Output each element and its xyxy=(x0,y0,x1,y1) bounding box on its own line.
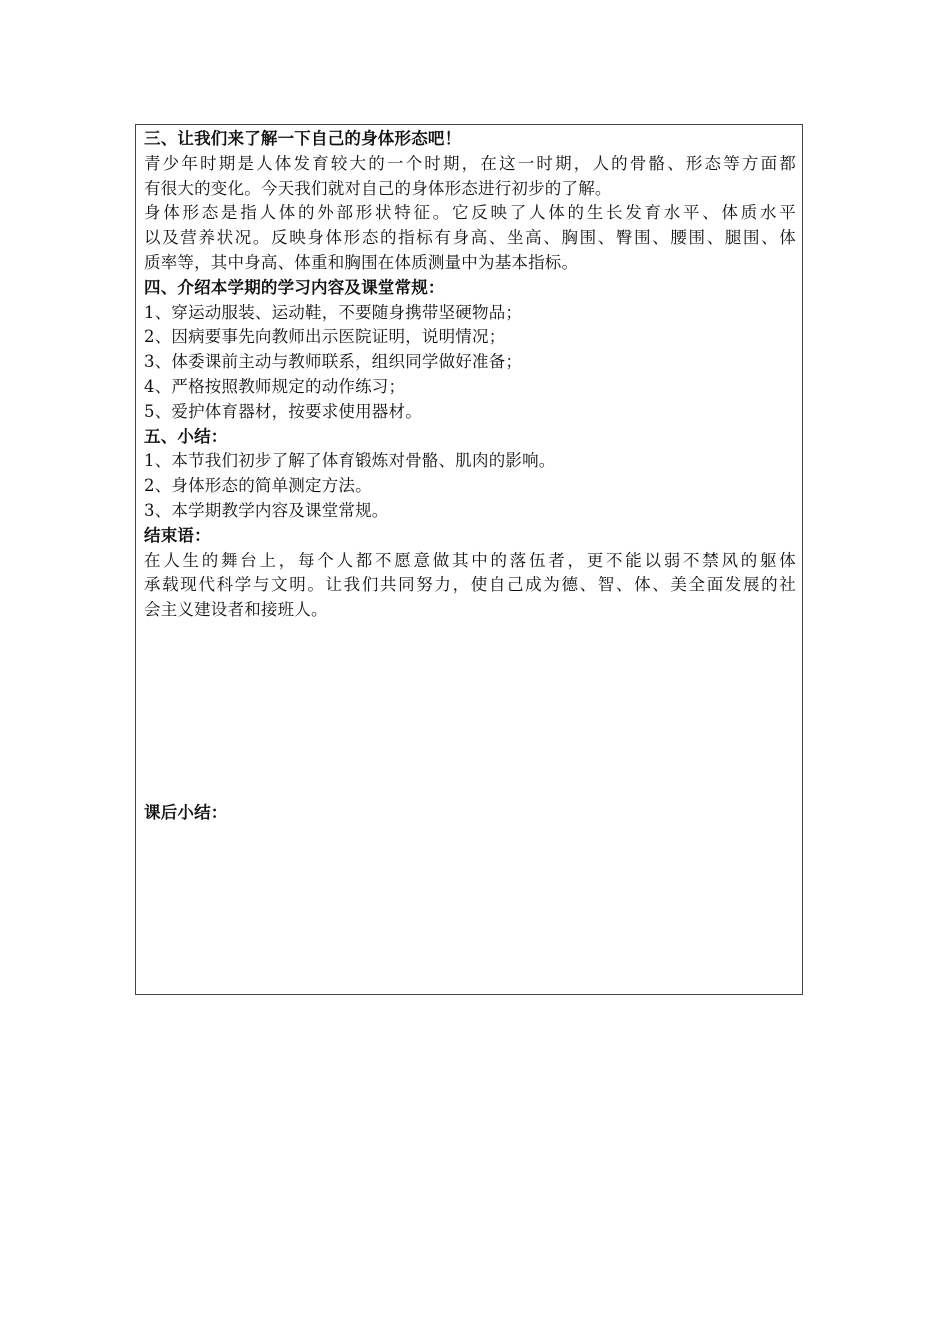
section-3-title: 三、让我们来了解一下自己的身体形态吧！ xyxy=(144,129,462,148)
lesson-content xyxy=(144,127,796,623)
section-4-item: 1、穿运动服装、运动鞋，不要随身携带坚硬物品； xyxy=(144,302,523,322)
section-3-paragraph-2-line-1: 身体形态是指人体的外部形状特征。它反映了人体的生长发育水平、体质水平 xyxy=(144,203,796,223)
section-5-item: 2、身体形态的简单测定方法。 xyxy=(144,476,372,496)
after-class-summary-title: 课后小结： xyxy=(144,803,228,822)
section-3-paragraph-2-line-3: 质率等，其中身高、体重和胸围在体质测量中为基本指标。 xyxy=(144,252,579,272)
section-4-item: 5、爱护体育器材，按要求使用器材。 xyxy=(144,401,422,421)
section-3-paragraph-1-line-1: 青少年时期是人体发育较大的一个时期，在这一时期，人的骨骼、形态等方面都 xyxy=(144,153,796,173)
section-4-item: 3、体委课前主动与教师联系，组织同学做好准备； xyxy=(144,352,523,372)
after-class-summary xyxy=(144,801,796,826)
closing-title: 结束语： xyxy=(144,525,211,545)
section-5-title: 五、小结： xyxy=(144,426,228,446)
closing-line-3: 会主义建设者和接班人。 xyxy=(144,600,328,620)
section-5-item: 1、本节我们初步了解了体育锻炼对骨骼、肌肉的影响。 xyxy=(144,451,556,471)
section-4-item: 2、因病要事先向教师出示医院证明，说明情况； xyxy=(144,327,506,347)
section-3-paragraph-2-line-2: 以及营养状况。反映身体形态的指标有身高、坐高、胸围、臀围、腰围、腿围、体 xyxy=(144,228,796,248)
section-3-paragraph-1-line-2: 有很大的变化。今天我们就对自己的身体形态进行初步的了解。 xyxy=(144,178,612,198)
section-4-item: 4、严格按照教师规定的动作练习； xyxy=(144,376,406,396)
section-5-item: 3、本学期教学内容及课堂常规。 xyxy=(144,500,389,520)
closing-line-2: 承载现代科学与文明。让我们共同努力，使自己成为德、智、体、美全面发展的社 xyxy=(144,575,796,595)
closing-line-1: 在人生的舞台上，每个人都不愿意做其中的落伍者，更不能以弱不禁风的躯体 xyxy=(144,550,796,570)
section-4-title: 四、介绍本学期的学习内容及课堂常规： xyxy=(144,277,445,297)
lesson-table-cell xyxy=(135,124,803,995)
